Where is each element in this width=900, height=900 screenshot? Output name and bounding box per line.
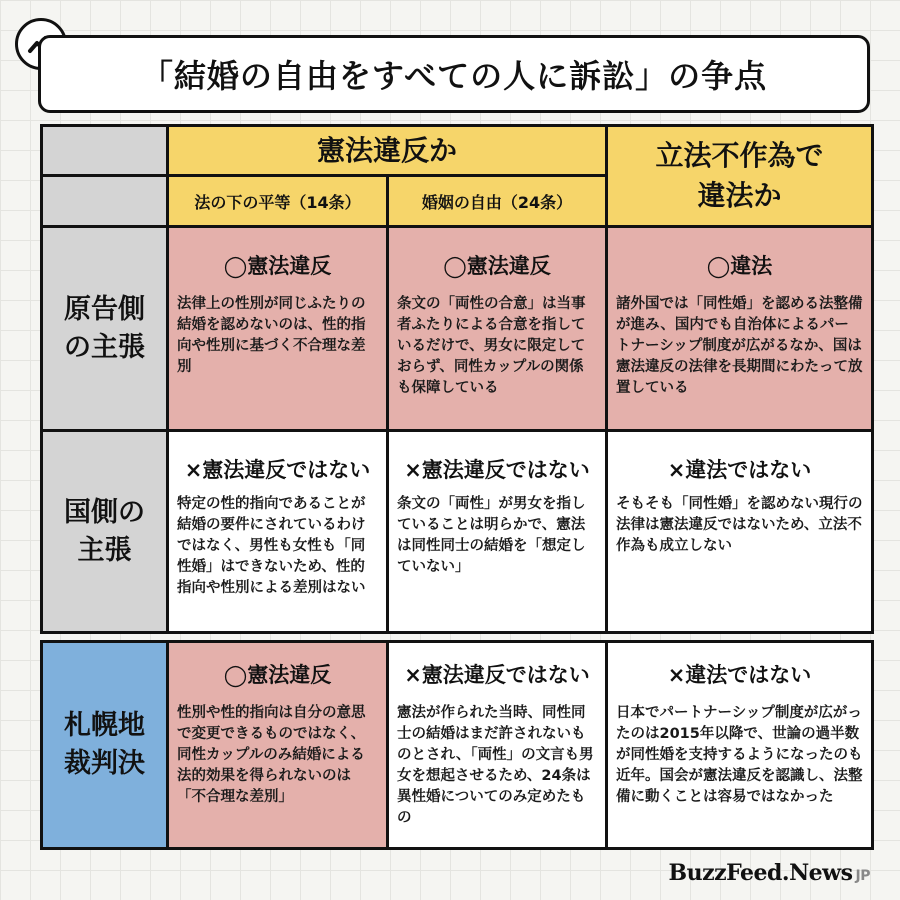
row-label-plaintiff: 原告側の主張 — [40, 225, 169, 432]
brand-suffix: JP — [855, 868, 870, 884]
argument-text: そもそも「同性婚」を認めない現行の法律は憲法違反ではないため、立法不作為も成立しない — [616, 496, 863, 554]
verdict-text: ×憲法違反ではない — [404, 663, 590, 687]
page-title: 「結婚の自由をすべての人に訴訟」の争点 — [38, 35, 870, 113]
cell-government-omission — [605, 429, 874, 634]
brand-logo — [669, 860, 870, 886]
verdict-text: ◯憲法違反 — [223, 254, 332, 278]
cell-plaintiff-marriage — [386, 225, 608, 432]
brand-name: BuzzFeed.News — [668, 860, 853, 886]
cell-government-marriage — [386, 429, 608, 634]
cell-ruling-marriage — [386, 640, 608, 850]
row-label-ruling: 札幌地裁判決 — [40, 640, 169, 850]
argument-text: 特定の性的指向であることが結婚の要件にされているわけではなく、男性も女性も「同性婚」はできないため、性的指向や性別による差別はない — [177, 496, 366, 596]
argument-text: 条文の「両性」が男女を指していることは明らかで、憲法は同性同士の結婚を「想定していない」 — [397, 496, 586, 575]
header-col-legislative-omission — [605, 124, 874, 228]
argument-text: 日本でパートナーシップ制度が広がったのは2015年以降で、世論の過半数が同性婚を支持するようになったのも近年。国会が憲法違反を認識し、法整備に動くことは容易ではなかった — [616, 705, 863, 805]
verdict-text: ◯違法 — [706, 254, 773, 278]
header-col-marriage-freedom: 婚姻の自由（24条） — [386, 174, 608, 228]
argument-text: 憲法が作られた当時、同性同士の結婚はまだ許されないものとされ、「両性」の文言も男女を想起させるため、24条は異性婚についてのみ定めたもの — [397, 705, 594, 826]
header-col-equality: 法の下の平等（14条） — [166, 174, 389, 228]
header-group-unconstitutional: 憲法違反か — [166, 124, 608, 177]
row-label-government: 国側の主張 — [40, 429, 169, 634]
verdict-text: ◯憲法違反 — [443, 254, 551, 278]
cell-plaintiff-equality — [166, 225, 389, 432]
cell-plaintiff-omission — [605, 225, 874, 432]
argument-text: 諸外国では「同性婚」を認める法整備が進み、国内でも自治体によるパートナーシップ制度が広がるなか、国は憲法違反の法律を長期間にわたって放置している — [616, 296, 863, 396]
cell-government-equality — [166, 429, 389, 634]
header-col3-text: 立法不作為で違法か — [655, 139, 824, 212]
argument-text: 条文の「両性の合意」は当事者ふたりによる合意を指しているだけで、男女に限定しておらず、同性カップルの関係も保障している — [397, 296, 586, 396]
verdict-text: ×違法ではない — [667, 663, 812, 687]
verdict-text: ×憲法違反ではない — [184, 458, 371, 482]
corner-cell — [40, 124, 169, 177]
verdict-text: ×違法ではない — [667, 458, 812, 482]
verdict-text: ×憲法違反ではない — [404, 458, 590, 482]
corner-cell-lower — [40, 174, 169, 228]
cell-ruling-omission — [605, 640, 874, 850]
cell-ruling-equality — [166, 640, 389, 850]
argument-text: 性別や性的指向は自分の意思で変更できるものではなく、同性カップルのみ結婚による法的効果を得られないのは「不合理な差別」 — [177, 705, 366, 805]
argument-text: 法律上の性別が同じふたりの結婚を認めないのは、性的指向や性別に基づく不合理な差別 — [177, 296, 366, 375]
verdict-text: ◯憲法違反 — [223, 663, 332, 687]
